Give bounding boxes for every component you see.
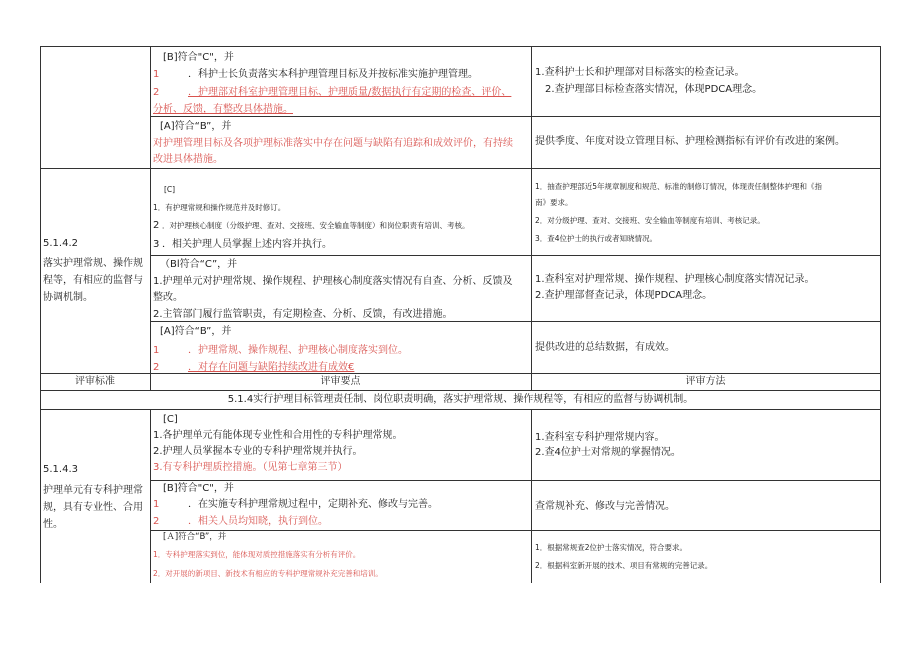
col-divider [150, 46, 151, 373]
row-divider [150, 480, 881, 481]
standard-code: 5.1.4.3 [43, 464, 78, 475]
b-level-item: 2.主管部门履行监管职责，有定期检查、分析、反馈，有改进措施。 [153, 309, 453, 320]
b-level-heading: [B]符合"C"，并 [163, 52, 234, 63]
method-line: 2．根据科室新开展的技术、项目有常规的完善记录。 [535, 561, 713, 570]
standard-text: 性。 [43, 519, 63, 530]
a-level-heading: [A]符合“B”，并 [160, 121, 232, 132]
col-divider [531, 46, 532, 373]
b-level-item: ．相关人员均知晓，执行到位。 [188, 516, 328, 527]
standard-code: 5.1.4.2 [43, 238, 78, 249]
b-level-item: ．在实施专科护理常规过程中，定期补充、修改与完善。 [188, 499, 438, 510]
method-line: 提供改进的总结数据，有成效。 [535, 342, 675, 353]
row-divider [150, 321, 881, 322]
method-line: 1.查科室专科护理常规内容。 [535, 432, 665, 443]
table-border-right [880, 46, 881, 583]
a-level-item: 2．对开展的新项目、新技术有相应的专科护理常规补充完善和培训。 [153, 569, 383, 578]
section-title: 5.1.4实行护理目标管理责任制、岗位职责明确，落实护理常规、操作规程等，有相应的监督与协调机制。 [227, 394, 694, 405]
standard-text: 护理单元有专科护理常 [43, 485, 143, 496]
c-level-item: 1.各护理单元有能体现专业性和合用性的专科护理常规。 [153, 430, 403, 441]
c-level-item: ．相关护理人员掌握上述内容并执行。 [162, 239, 332, 250]
col-divider [531, 409, 532, 583]
c-level-heading: [C] [163, 414, 178, 425]
a-level-heading: [Ａ]符合“B”，并 [163, 532, 227, 542]
b-level-item-cont: 分析、反馈，有整改具体措施。 [153, 104, 293, 115]
method-line: 1.查科室对护理常规、操作规程、护理核心制度落实情况记录。 [535, 274, 815, 285]
item-number: 2 [153, 220, 160, 231]
row-divider [40, 409, 881, 410]
a-level-item-cont: 改进具体措施。 [153, 154, 223, 165]
b-level-item: ．护理部对科室护理管理目标、护理质量/数据执行有定期的检查、评价、 [188, 87, 512, 98]
b-level-item: ．科护士长负责落实本科护理管理目标及并按标准实施护理管理。 [188, 69, 478, 80]
method-line: 1.查科护士长和护理部对目标落实的检查记录。 [535, 67, 745, 78]
method-line: 1．根据常规查2位护士落实情况，符合要求。 [535, 543, 688, 552]
column-header-standard: 评审标准 [75, 376, 115, 387]
row-divider [150, 530, 881, 531]
row-divider [150, 255, 881, 256]
method-line: 南》要求。 [535, 198, 573, 207]
a-level-item: 对护理管理目标及各项护理标准落实中存在问题与缺陷有追踪和成效评价，有持续 [153, 138, 513, 149]
method-line: 2.查护理部目标检查落实情况，体现PDCA理念。 [545, 84, 763, 95]
method-line: 2.查护理部督查记录，体现PDCA理念。 [535, 290, 713, 301]
item-number: 2 [153, 87, 160, 98]
table-border-top [40, 46, 881, 47]
item-number: 2 [153, 516, 160, 527]
b-level-item: 1.护理单元对护理常规、操作规程、护理核心制度落实情况有自查、分析、反馈及 [153, 276, 513, 287]
col-divider [150, 409, 151, 583]
standard-text: 落实护理常规、操作规 [43, 258, 143, 269]
row-divider [40, 390, 881, 391]
method-line: 3．查4位护士的执行或者知晓情况。 [535, 234, 658, 243]
b-level-item-cont: 整改。 [153, 292, 183, 303]
c-level-item: 3.有专科护理质控措施。（见第七章第三节） [153, 462, 348, 473]
b-level-heading: [B]符合"C"，并 [163, 483, 234, 494]
table-border-left [40, 46, 41, 583]
a-level-heading: [A]符合“B”，并 [160, 326, 232, 337]
item-number: 2 [153, 362, 160, 373]
standard-text: 规，具有专业性、合用 [43, 502, 143, 513]
a-level-item: ．对存在问题与缺陷持续改进有成效€ [188, 362, 355, 373]
a-level-item: ．护理常规、操作规程、护理核心制度落实到位。 [188, 345, 408, 356]
standard-text: 协调机制。 [43, 292, 93, 303]
method-line: 提供季度、年度对设立管理目标、护理检测指标有评价有改进的案例。 [535, 136, 845, 147]
standard-text: 程等，有相应的监督与 [43, 275, 143, 286]
item-number: 1 [153, 69, 160, 80]
method-line: 查常规补充、修改与完善情况。 [535, 501, 675, 512]
c-level-item: ．对护理核心制度（分级护理、查对、交接班、安全输血等制度）和岗位职责有培训、考核。 [162, 221, 470, 230]
c-level-heading: [C] [164, 185, 176, 194]
a-level-item: 1．专科护理落实到位，能体现对质控措施落实有分析有评价。 [153, 550, 361, 559]
b-level-heading: （Bl符合“C”，并 [160, 259, 238, 270]
row-divider [40, 168, 881, 169]
method-line: 1．抽查护理部近5年规章制度和规范、标准的制修订情况，体现责任制整体护理和《指 [535, 182, 823, 191]
c-level-item: 1．有护理常规和操作规范并及时修订。 [153, 203, 286, 212]
column-header-method: 评审方法 [685, 376, 726, 387]
c-level-item: 2.护理人员掌握本专业的专科护理常规并执行。 [153, 446, 363, 457]
item-number: 1 [153, 345, 160, 356]
method-line: 2．对分级护理、查对、交接班、安全输血等制度有培训、考核记录。 [535, 216, 765, 225]
column-header-points: 评审要点 [320, 376, 361, 387]
item-number: 3 [153, 239, 160, 250]
row-divider [150, 116, 881, 117]
method-line: 2.查4位护士对常规的掌握情况。 [535, 447, 681, 458]
item-number: 1 [153, 499, 160, 510]
row-divider [40, 373, 881, 374]
